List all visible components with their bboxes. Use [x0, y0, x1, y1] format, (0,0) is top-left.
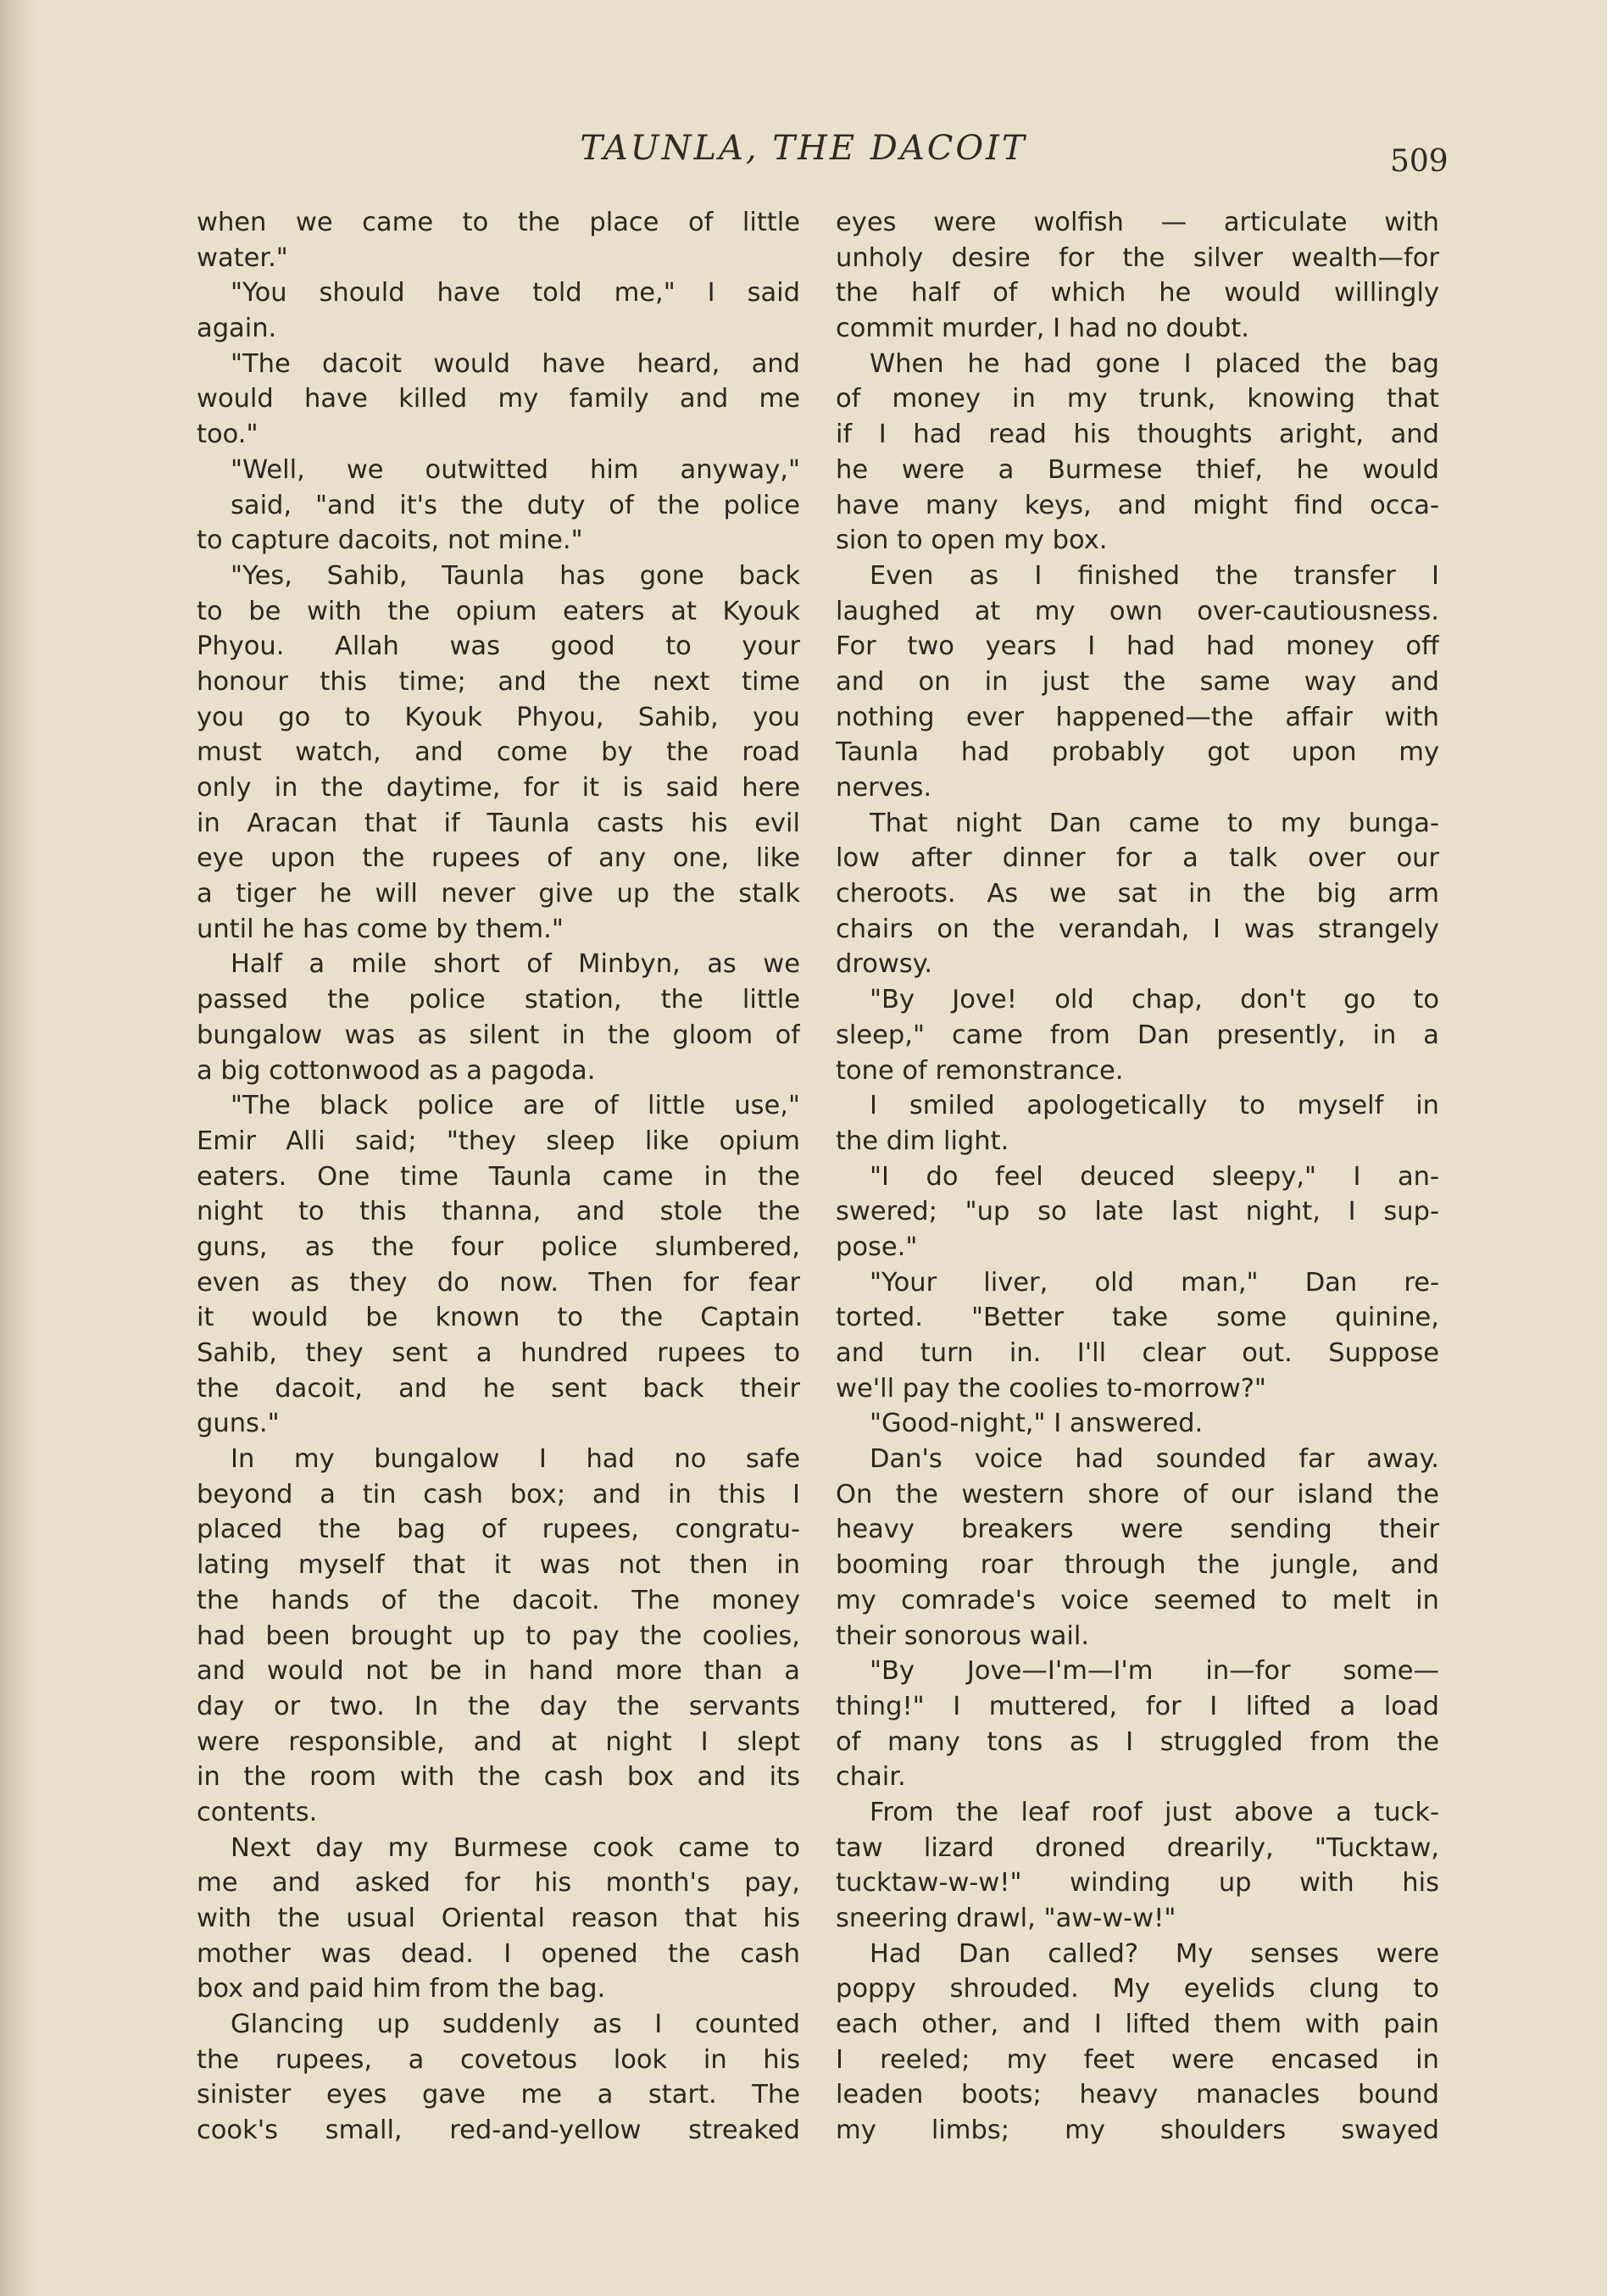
- text-line: with the usual Oriental reason that his: [197, 1904, 800, 1933]
- text-line: a tiger he will never give up the stalk: [197, 879, 800, 909]
- left-text-column: [197, 205, 800, 2149]
- text-line: we'll pay the coolies to-morrow?": [836, 1373, 1266, 1404]
- text-line: a big cottonwood as a pagoda.: [197, 1055, 596, 1086]
- text-line: even as they do now. Then for fear: [197, 1267, 800, 1298]
- text-line: sneering drawl, "aw-w-w!": [836, 1904, 1176, 1933]
- text-line: until he has come by them.": [197, 914, 564, 944]
- text-line: nerves.: [836, 773, 932, 803]
- text-line: to capture dacoits, not mine.": [197, 525, 583, 556]
- text-line: of money in my trunk, knowing that: [836, 384, 1439, 414]
- text-line: "You should have told me," I said: [231, 278, 800, 309]
- text-line: their sonorous wail.: [836, 1621, 1090, 1651]
- text-line: guns.": [197, 1409, 280, 1439]
- text-line: "Yes, Sahib, Taunla has gone back: [231, 560, 800, 591]
- text-line: to be with the opium eaters at Kyouk: [197, 596, 800, 626]
- text-line: and would not be in hand more than a: [197, 1656, 800, 1687]
- text-line: "I do feel deuced sleepy," I an-: [870, 1161, 1439, 1192]
- text-line: "Well, we outwitted him anyway,": [231, 454, 800, 485]
- text-line: On the western shore of our island the: [836, 1479, 1439, 1509]
- text-line: Even as I finished the transfer I: [870, 560, 1439, 591]
- text-line: the rupees, a covetous look in his: [197, 2044, 800, 2075]
- text-line: box and paid him from the bag.: [197, 1974, 606, 2004]
- text-line: leaden boots; heavy manacles bound: [836, 2080, 1439, 2110]
- text-line: were responsible, and at night I slept: [197, 1726, 800, 1757]
- text-line: Taunla had probably got upon my: [836, 737, 1439, 768]
- text-line: thing!" I muttered, for I lifted a load: [836, 1691, 1439, 1721]
- text-line: lating myself that it was not then in: [197, 1550, 800, 1581]
- text-line: of many tons as I struggled from the: [836, 1726, 1439, 1757]
- text-line: I reeled; my feet were encased in: [836, 2044, 1439, 2075]
- text-line: guns, as the four police slumbered,: [197, 1231, 800, 1262]
- text-line: passed the police station, the little: [197, 985, 800, 1015]
- text-line: mother was dead. I opened the cash: [197, 1938, 800, 1969]
- text-line: Phyou. Allah was good to your: [197, 631, 800, 662]
- text-line: again.: [197, 314, 277, 344]
- text-line: would have killed my family and me: [197, 384, 800, 414]
- text-line: Half a mile short of Minbyn, as we: [231, 949, 800, 980]
- text-line: each other, and I lifted them with pain: [836, 2010, 1439, 2040]
- text-line: sinister eyes gave me a start. The: [197, 2080, 800, 2110]
- text-line: Next day my Burmese cook came to: [231, 1832, 800, 1863]
- text-line: eaters. One time Taunla came in the: [197, 1161, 800, 1192]
- text-line: have many keys, and might find occa-: [836, 490, 1439, 520]
- text-line: said, "and it's the duty of the police: [231, 490, 800, 520]
- text-line: commit murder, I had no doubt.: [836, 314, 1249, 344]
- text-line: chairs on the verandah, I was strangely: [836, 914, 1439, 944]
- text-line: "By Jove—I'm—I'm in—for some—: [870, 1656, 1439, 1687]
- text-line: night to this thanna, and stole the: [197, 1197, 800, 1227]
- text-line: the dacoit, and he sent back their: [197, 1373, 800, 1404]
- text-line: bungalow was as silent in the gloom of: [197, 1020, 800, 1050]
- running-title: TAUNLA, THE DACOIT: [580, 129, 1027, 168]
- text-line: For two years I had had money off: [836, 631, 1439, 662]
- text-line: That night Dan came to my bunga-: [870, 808, 1439, 838]
- text-line: nothing ever happened—the affair with: [836, 702, 1439, 732]
- text-line: eyes were wolfish — articulate with: [836, 208, 1439, 237]
- text-line: beyond a tin cash box; and in this I: [197, 1479, 800, 1509]
- text-line: contents.: [197, 1797, 318, 1827]
- text-line: When he had gone I placed the bag: [870, 348, 1439, 379]
- text-line: "The dacoit would have heard, and: [231, 348, 800, 379]
- text-line: tucktaw-w-w!" winding up with his: [836, 1868, 1439, 1899]
- text-line: "The black police are of little use,": [231, 1091, 800, 1121]
- text-line: heavy breakers were sending their: [836, 1515, 1439, 1545]
- text-line: in Aracan that if Taunla casts his evil: [197, 808, 800, 838]
- text-line: my comrade's voice seemed to melt in: [836, 1585, 1439, 1615]
- text-line: From the leaf roof just above a tuck-: [870, 1797, 1439, 1827]
- text-line: had been brought up to pay the coolies,: [197, 1621, 800, 1651]
- text-line: Had Dan called? My senses were: [870, 1938, 1439, 1969]
- text-line: cook's small, red-and-yellow streaked: [197, 2115, 800, 2146]
- text-line: torted. "Better take some quinine,: [836, 1303, 1439, 1333]
- text-line: if I had read his thoughts aright, and: [836, 420, 1439, 450]
- text-line: sleep," came from Dan presently, in a: [836, 1020, 1439, 1050]
- text-line: honour this time; and the next time: [197, 666, 800, 697]
- text-line: water.": [197, 242, 288, 273]
- text-line: eye upon the rupees of any one, like: [197, 843, 800, 874]
- text-line: only in the daytime, for it is said here: [197, 773, 800, 803]
- text-line: In my bungalow I had no safe: [231, 1444, 800, 1475]
- text-line: laughed at my own over-cautiousness.: [836, 596, 1439, 626]
- text-line: "Your liver, old man," Dan re-: [870, 1267, 1439, 1298]
- page-gutter-edge: [0, 0, 41, 2296]
- text-line: it would be known to the Captain: [197, 1303, 800, 1333]
- text-line: placed the bag of rupees, congratu-: [197, 1515, 800, 1545]
- text-line: Glancing up suddenly as I counted: [231, 2010, 800, 2040]
- text-line: the dim light.: [836, 1126, 1009, 1156]
- text-line: sion to open my box.: [836, 525, 1108, 556]
- text-line: booming roar through the jungle, and: [836, 1550, 1439, 1581]
- text-line: cheroots. As we sat in the big arm: [836, 879, 1439, 909]
- right-text-column: [836, 205, 1439, 2149]
- text-line: and on in just the same way and: [836, 666, 1439, 697]
- text-line: me and asked for his month's pay,: [197, 1868, 800, 1899]
- text-line: drowsy.: [836, 949, 933, 980]
- text-line: low after dinner for a talk over our: [836, 843, 1439, 874]
- page-number: 509: [1390, 144, 1449, 179]
- text-line: "Good-night," I answered.: [870, 1409, 1204, 1439]
- text-line: pose.": [836, 1231, 918, 1262]
- text-line: Sahib, they sent a hundred rupees to: [197, 1338, 800, 1368]
- text-line: too.": [197, 420, 259, 450]
- text-line: you go to Kyouk Phyou, Sahib, you: [197, 702, 800, 732]
- text-line: tone of remonstrance.: [836, 1055, 1124, 1086]
- text-line: "By Jove! old chap, don't go to: [870, 985, 1439, 1015]
- text-line: chair.: [836, 1762, 906, 1793]
- text-line: taw lizard droned drearily, "Tucktaw,: [836, 1832, 1439, 1863]
- text-line: poppy shrouded. My eyelids clung to: [836, 1974, 1439, 2004]
- text-line: Emir Alli said; "they sleep like opium: [197, 1126, 800, 1156]
- text-line: unholy desire for the silver wealth—for: [836, 242, 1439, 273]
- text-line: when we came to the place of little: [197, 208, 800, 237]
- text-line: I smiled apologetically to myself in: [870, 1091, 1439, 1121]
- text-line: must watch, and come by the road: [197, 737, 800, 768]
- text-line: swered; "up so late last night, I sup-: [836, 1197, 1439, 1227]
- text-line: and turn in. I'll clear out. Suppose: [836, 1338, 1439, 1368]
- text-line: my limbs; my shoulders swayed: [836, 2115, 1439, 2146]
- text-line: Dan's voice had sounded far away.: [870, 1444, 1439, 1475]
- text-line: in the room with the cash box and its: [197, 1762, 800, 1793]
- text-line: day or two. In the day the servants: [197, 1691, 800, 1721]
- text-line: he were a Burmese thief, he would: [836, 454, 1439, 485]
- text-line: the hands of the dacoit. The money: [197, 1585, 800, 1615]
- text-line: the half of which he would willingly: [836, 278, 1439, 309]
